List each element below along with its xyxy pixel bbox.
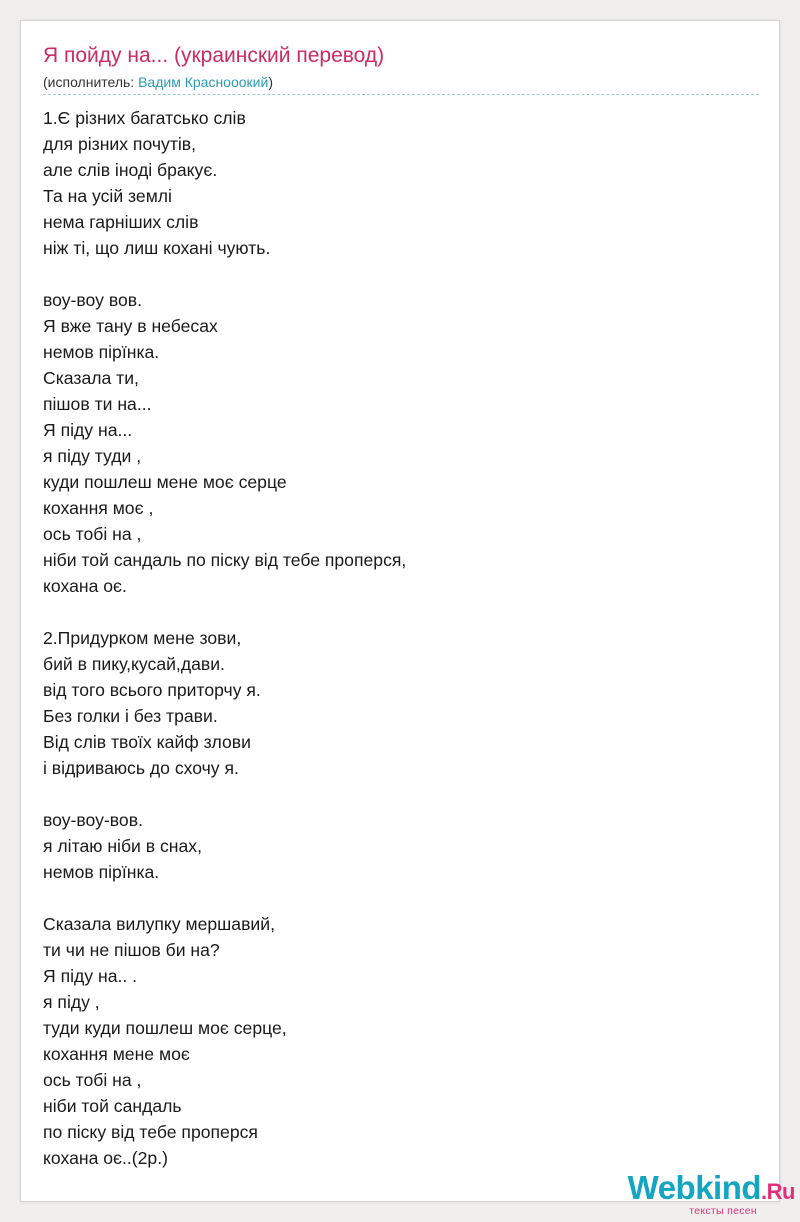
artist-prefix: (исполнитель: [43, 74, 139, 90]
lyrics-card [20, 20, 780, 1202]
lyric-line: Та на усій землі [43, 186, 172, 206]
lyric-line: туди куди пошлеш моє серце, [43, 1018, 287, 1038]
lyric-line: ніби той сандаль [43, 1096, 182, 1116]
lyric-line: немов пірїнка. [43, 862, 160, 882]
lyric-line: Сказала вилупку мершавий, [43, 914, 275, 934]
lyric-line: я піду туди , [43, 446, 142, 466]
lyric-line: кохання моє , [43, 498, 154, 518]
lyric-line: кохана оє. [43, 576, 127, 596]
lyric-line: кохана оє..(2р.) [43, 1148, 168, 1168]
song-title: Я пойду на... (украинский перевод) [43, 44, 385, 67]
lyric-line: від того всього приторчу я. [43, 680, 261, 700]
lyric-line: Без голки і без трави. [43, 706, 218, 726]
lyric-line [43, 261, 743, 287]
lyric-line: Від слів твоїх кайф злови [43, 732, 251, 752]
lyric-line: але слів іноді бракує. [43, 160, 218, 180]
lyric-line: ти чи не пішов би на? [43, 940, 220, 960]
lyric-line: ось тобі на , [43, 1070, 142, 1090]
lyric-line: Сказала ти, [43, 368, 139, 388]
lyric-line: Я піду на... [43, 420, 133, 440]
site-logo[interactable] [605, 1169, 795, 1217]
logo-tagline: тексты песен [689, 1205, 757, 1217]
lyric-line: ось тобі на , [43, 524, 142, 544]
artist-line [43, 72, 273, 92]
logo-tld: .Ru [761, 1179, 795, 1204]
lyric-line: Я вже тану в небесах [43, 316, 218, 336]
lyric-line [43, 599, 743, 625]
lyric-line: і відриваюсь до схочу я. [43, 758, 239, 778]
lyric-line: нема гарніших слів [43, 212, 199, 232]
lyric-line: я піду , [43, 992, 100, 1012]
lyric-line [43, 781, 743, 807]
logo-brand: Webkind [627, 1169, 762, 1206]
lyric-line: ніби той сандаль по піску від тебе проперся, [43, 550, 407, 570]
lyric-line: кохання мене моє [43, 1044, 190, 1064]
lyric-line: немов пірїнка. [43, 342, 160, 362]
lyric-line [43, 885, 743, 911]
lyric-line: бий в пику,кусай,дави. [43, 654, 225, 674]
lyric-line: для різних почутів, [43, 134, 197, 154]
artist-link[interactable]: Вадим Краснооокий [138, 74, 269, 90]
lyric-line: воу-воу-вов. [43, 810, 143, 830]
lyric-line: 2.Придурком мене зови, [43, 628, 242, 648]
lyric-line: я літаю ніби в снах, [43, 836, 202, 856]
lyric-line: 1.Є різних багатсько слів [43, 108, 246, 128]
lyrics-text [43, 105, 743, 1171]
lyric-line: куди пошлеш мене моє серце [43, 472, 287, 492]
title-divider [43, 94, 759, 95]
lyric-line: Я піду на.. . [43, 966, 138, 986]
lyric-line: ніж ті, що лиш кохані чують. [43, 238, 271, 258]
artist-suffix: ) [268, 74, 273, 90]
lyric-line: пішов ти на... [43, 394, 152, 414]
lyric-line: воу-воу вов. [43, 290, 142, 310]
lyric-line: по піску від тебе проперся [43, 1122, 258, 1142]
